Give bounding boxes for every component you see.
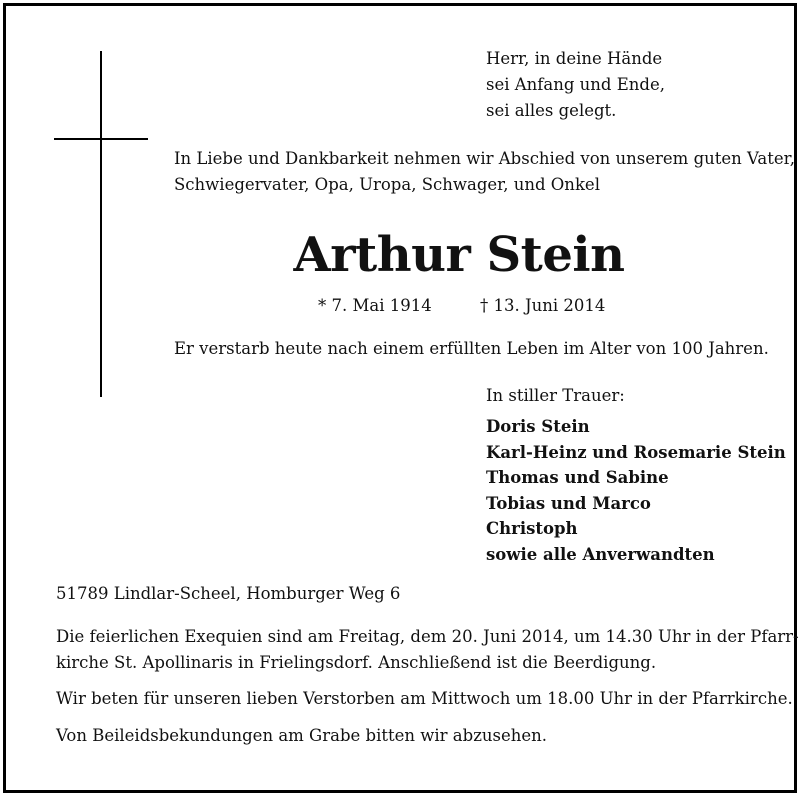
funeral-info-line: Die feierlichen Exequien sind am Freitag, dem 20. Juni 2014, um 14.30 Uhr in der Pfarr- — [56, 627, 799, 646]
verse-line: sei Anfang und Ende, — [486, 75, 665, 94]
intro-line: Schwiegervater, Opa, Uropa, Schwager, und Onkel — [174, 175, 600, 194]
mourning-label: In stiller Trauer: — [486, 386, 625, 405]
list-item: Doris Stein — [486, 417, 590, 436]
verse-line: sei alles gelegt. — [486, 101, 617, 120]
death-date: † 13. Juni 2014 — [480, 296, 606, 315]
cross-vertical-bar — [100, 51, 102, 397]
list-item: sowie alle Anverwandten — [486, 544, 715, 564]
list-item: Karl-Heinz und Rosemarie Stein — [486, 442, 786, 462]
prayer-info: Wir beten für unseren lieben Verstorben am Mittwoch um 18.00 Uhr in der Pfarrkirche. — [56, 689, 793, 708]
intro-text — [174, 146, 795, 198]
condolence-note: Von Beileidsbekundungen am Grabe bitten wir abzusehen. — [56, 726, 548, 745]
intro-line: In Liebe und Dankbarkeit nehmen wir Abschied von unserem guten Vater, — [174, 149, 795, 168]
funeral-info — [56, 624, 799, 676]
list-item: Christoph — [486, 519, 578, 538]
funeral-info-line: kirche St. Apollinaris in Frielingsdorf. Anschließend ist die Beerdigung. — [56, 653, 657, 672]
list-item: Tobias und Marco — [486, 493, 651, 513]
verse-line: Herr, in deine Hände — [486, 49, 663, 68]
cross-horizontal-bar — [54, 138, 148, 140]
age-text: Er verstarb heute nach einem erfüllten Leben im Alter von 100 Jahren. — [174, 339, 769, 358]
deceased-name: Arthur Stein — [293, 227, 625, 283]
mourners-list — [486, 414, 786, 567]
birth-date: * 7. Mai 1914 — [318, 296, 432, 315]
verse — [486, 46, 665, 124]
address: 51789 Lindlar-Scheel, Homburger Weg 6 — [56, 584, 401, 603]
list-item: Thomas und Sabine — [486, 468, 669, 487]
